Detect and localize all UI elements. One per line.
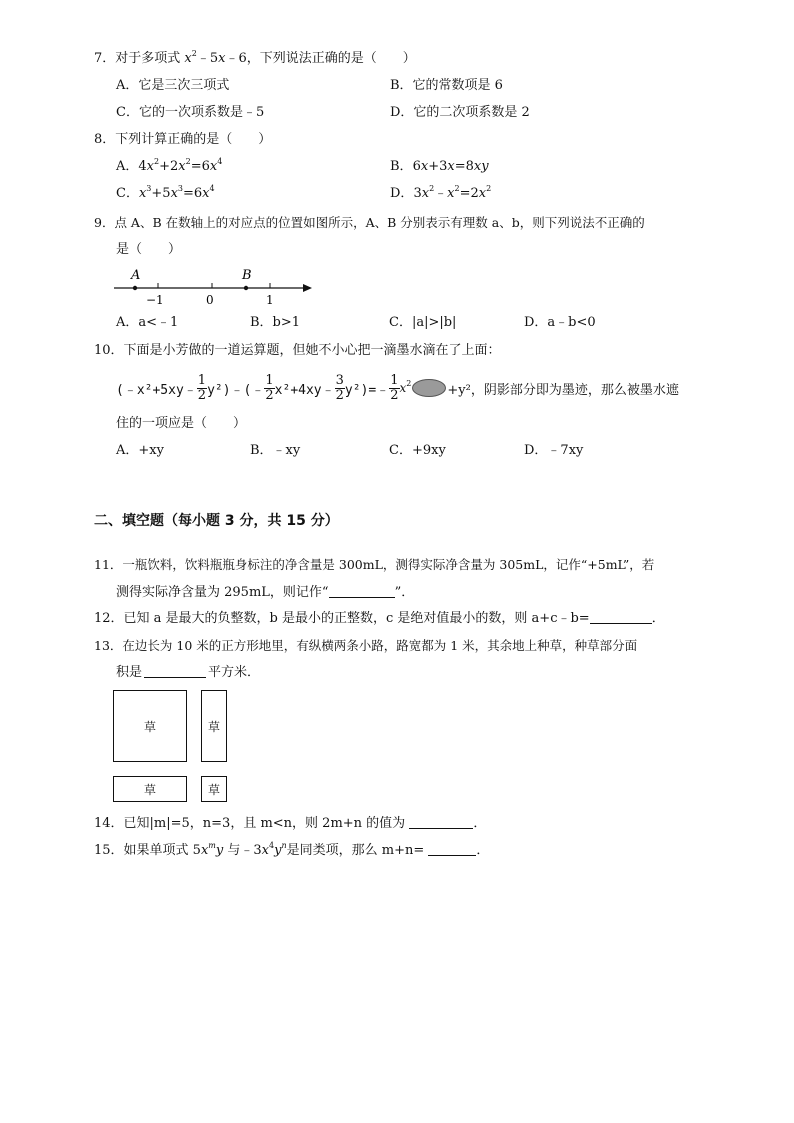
ink-blot [412,379,446,397]
q9-option-d: D．a﹣b<0 [524,315,596,330]
q11-line2: 测得实际净含量为 295mL，则记作“ ”． [116,585,415,600]
q10-option-d: D．﹣7xy [524,443,584,458]
fraction-three-halves: $\frac{3}{2}$ [335,372,344,403]
q9-option-b: B．b>1 [250,315,301,330]
q8-option-c: C．$x^3+5x^3=6x^4$ [116,184,215,201]
grass-plot-bottom-right: 草 [201,776,227,802]
q14-answer-blank[interactable] [409,816,473,829]
q12-answer-blank[interactable] [590,611,652,624]
q8-option-d: D．$3x^2﹣x^2=2x^2$ [390,184,492,201]
q10-option-b: B．﹣xy [250,443,301,458]
q10-stem-line1: 10．下面是小芳做的一道运算题，但她不小心把一滴墨水滴在了上面： [94,343,501,358]
q7-option-b: B．它的常数项是 6 [390,78,503,93]
grass-plot-top-left: 草 [113,690,187,762]
q9-option-c: C．|a|>|b| [389,315,457,330]
q8-option-b: B．6x+3x=8xy [390,159,489,174]
q15-line: 15．如果单项式 $5x^my$ 与$﹣3x^4y^n$是同类项，那么 m+n= ． [94,841,490,858]
grass-plot-top-right: 草 [201,690,227,762]
q7-option-d: D．它的二次项系数是 2 [390,105,530,120]
q9-stem-line1: 9．点 A、B 在数轴上的对应点的位置如图所示，A、B 分别表示有理数 a、b，则下列说法不正确的 [94,215,645,230]
grass-plot-bottom-left: 草 [113,776,187,802]
q13-line2: 积是 平方米． [116,665,261,680]
fraction-one-half: $\frac{1}{2}$ [265,372,274,403]
q12-line: 12．已知 a 是最大的负整数，b 是最小的正整数，c 是绝对值最小的数，则 a+c﹣b= ． [94,611,665,626]
tick-label-0: 0 [206,293,214,307]
number-line [110,262,320,307]
fraction-one-half: $\frac{1}{2}$ [197,372,207,403]
q7-option-c: C．它的一次项系数是﹣5 [116,105,265,120]
q11-answer-blank[interactable] [329,585,395,598]
q10-option-c: C．+9xy [389,443,446,458]
point-a-dot [133,286,137,290]
q8-stem: 8．下列计算正确的是（ ） [94,132,272,147]
fraction-one-half: $\frac{1}{2}$ [390,372,399,403]
q9-option-a: A．a<﹣1 [116,315,179,330]
q8-option-a: A．$4x^2+2x^2=6x^4$ [116,157,223,174]
tick-label-1: 1 [266,293,274,307]
q15-answer-blank[interactable] [428,843,476,856]
q11-line1: 11．一瓶饮料，饮料瓶瓶身标注的净含量是 300mL，测得实际净含量为 305mL，记作“+5mL”，若 [94,557,655,572]
q13-answer-blank[interactable] [144,665,206,678]
q13-line1: 13．在边长为 10 米的正方形地里，有纵横两条小路，路宽都为 1 米，其余地上种草，种草部分面 [94,638,638,653]
tick-label-minus1: −1 [146,293,164,307]
number-line-arrow [303,284,312,292]
grass-field-diagram [113,690,227,802]
q7-option-a: A．它是三次三项式 [116,78,230,93]
point-b-dot [244,286,248,290]
point-b-label: B [242,268,252,283]
q14-line: 14．已知|m|=5，n=3，且 m<n，则 2m+n 的值为 ． [94,816,487,831]
q10-equation: (﹣x²+5xy﹣ $\frac{1}{2}$ y²)﹣(﹣ $\frac{1}{2}$ x²+4xy﹣ $\frac{3}{2}$ y²)=﹣ $\frac{1}{2}$ $x^2$ +y²，阴影部分即为墨迹，那么被墨水遮 [116,372,679,403]
q10-option-a: A．+xy [116,443,164,458]
q9-stem-line2: 是（ ） [116,242,182,257]
q10-stem-line3: 住的一项应是（ ） [116,416,247,431]
section-2-title: 二、填空题（每小题 3 分，共 15 分） [94,513,339,529]
point-a-label: A [131,268,141,283]
q7-stem: 7．对于多项式 $x^2﹣5x﹣6$，下列说法正确的是（ ） [94,49,416,66]
